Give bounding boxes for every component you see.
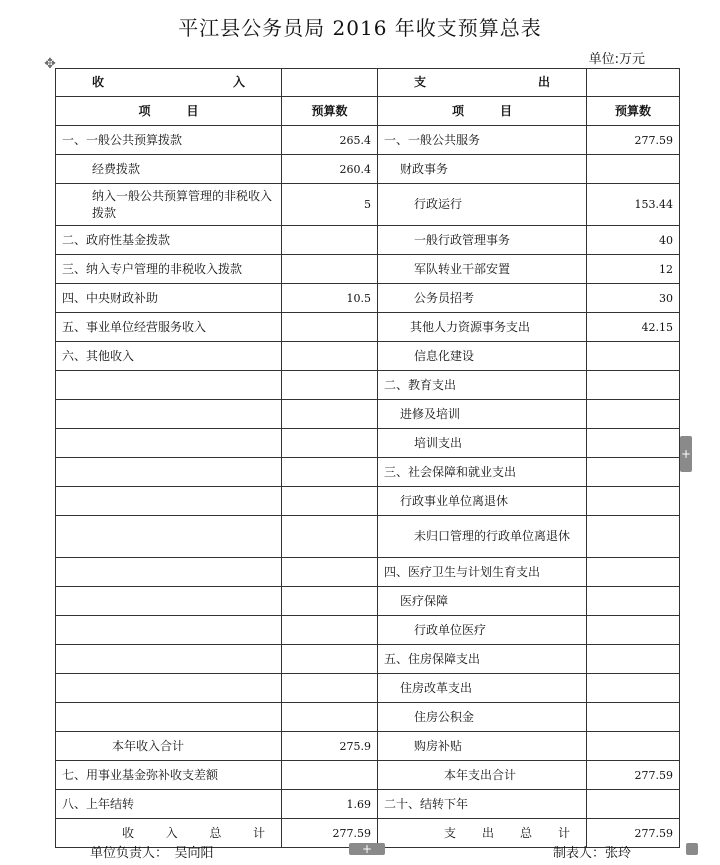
expense-item-cell: 公务员招考 — [378, 284, 587, 313]
expense-item-cell: 一、一般公共服务 — [378, 126, 587, 155]
table-row — [56, 313, 680, 342]
expense-header-char: 出 — [537, 75, 550, 89]
income-item-header: 项 目 — [56, 97, 282, 126]
expense-item-cell: 一般行政管理事务 — [378, 226, 587, 255]
income-item-cell — [56, 400, 282, 429]
income-amount-cell — [282, 516, 378, 558]
income-amount-cell — [282, 587, 378, 616]
table-row — [56, 284, 680, 313]
expense-amount-header: 预算数 — [587, 97, 680, 126]
income-amount-cell — [282, 487, 378, 516]
header-blank-cell — [282, 69, 378, 97]
resize-handle-icon[interactable] — [686, 843, 698, 855]
table-row — [56, 226, 680, 255]
expense-amount-cell: 30 — [587, 284, 680, 313]
expense-item-cell: 未归口管理的行政单位离退休 — [378, 516, 587, 558]
expense-amount-cell — [587, 790, 680, 819]
expense-item-cell: 住房改革支出 — [378, 674, 587, 703]
income-amount-cell — [282, 226, 378, 255]
income-item-cell: 二、政府性基金拨款 — [56, 226, 282, 255]
table-row — [56, 645, 680, 674]
income-amount-cell — [282, 371, 378, 400]
income-header — [56, 69, 282, 97]
expense-amount-cell — [587, 616, 680, 645]
income-amount-cell — [282, 703, 378, 732]
expense-amount-cell — [587, 703, 680, 732]
table-row — [56, 126, 680, 155]
income-item-cell — [56, 587, 282, 616]
expense-item-cell: 购房补贴 — [378, 732, 587, 761]
expense-item-cell: 医疗保障 — [378, 587, 587, 616]
expense-header-char: 支 — [414, 75, 427, 89]
expense-item-cell: 行政事业单位离退休 — [378, 487, 587, 516]
total-income-char: 入 — [165, 825, 178, 840]
income-item-cell — [56, 371, 282, 400]
expense-amount-cell: 42.15 — [587, 313, 680, 342]
income-amount-cell — [282, 458, 378, 487]
expense-item-cell: 信息化建设 — [378, 342, 587, 371]
budget-table-body — [56, 69, 680, 848]
unit-head-label: 单位负责人： 吴向阳 — [90, 846, 214, 861]
unit-label: 单位:万元 — [588, 52, 645, 67]
total-income-char: 收 — [122, 825, 135, 840]
income-item-cell: 经费拨款 — [56, 155, 282, 184]
income-item-cell: 纳入一般公共预算管理的非税收入拨款 — [56, 184, 282, 226]
income-amount-cell — [282, 616, 378, 645]
expense-item-cell: 行政单位医疗 — [378, 616, 587, 645]
income-item-cell — [56, 429, 282, 458]
expense-amount-cell — [587, 558, 680, 587]
income-item-cell — [56, 616, 282, 645]
expense-item-cell: 本年支出合计 — [378, 761, 587, 790]
expense-amount-cell — [587, 429, 680, 458]
expand-side-icon[interactable]: + — [680, 436, 692, 472]
income-amount-cell — [282, 429, 378, 458]
income-amount-header: 预算数 — [282, 97, 378, 126]
total-expense-char: 计 — [557, 825, 570, 840]
income-item-cell: 四、中央财政补助 — [56, 284, 282, 313]
expense-item-cell: 进修及培训 — [378, 400, 587, 429]
expense-amount-cell — [587, 674, 680, 703]
preparer-label: 制表人：张玲 — [553, 846, 632, 861]
expense-item-cell: 二、教育支出 — [378, 371, 587, 400]
table-row — [56, 587, 680, 616]
expense-item-cell: 二十、结转下年 — [378, 790, 587, 819]
income-item-cell — [56, 516, 282, 558]
table-row — [56, 458, 680, 487]
table-row — [56, 616, 680, 645]
expense-amount-cell — [587, 587, 680, 616]
table-row — [56, 487, 680, 516]
income-item-cell — [56, 558, 282, 587]
expense-item-cell: 其他人力资源事务支出 — [378, 313, 587, 342]
table-row — [56, 516, 680, 558]
total-income-amount: 277.59 — [282, 819, 378, 848]
income-item-cell: 三、纳入专户管理的非税收入拨款 — [56, 255, 282, 284]
document-title: 平江县公务员局 2016 年收支预算总表 — [178, 16, 542, 40]
income-item-cell: 一、一般公共预算拨款 — [56, 126, 282, 155]
income-item-cell: 本年收入合计 — [56, 732, 282, 761]
income-item-cell: 七、用事业基金弥补收支差额 — [56, 761, 282, 790]
total-expense-char: 总 — [519, 825, 532, 840]
total-income-label — [62, 825, 275, 842]
income-amount-cell — [282, 761, 378, 790]
header-blank-cell — [587, 69, 680, 97]
income-amount-cell: 1.69 — [282, 790, 378, 819]
income-item-cell — [56, 645, 282, 674]
expense-amount-cell — [587, 487, 680, 516]
expense-item-cell: 住房公积金 — [378, 703, 587, 732]
expense-header — [378, 69, 587, 97]
section-header-row — [56, 69, 680, 97]
expense-amount-cell — [587, 371, 680, 400]
table-row — [56, 342, 680, 371]
table-row — [56, 761, 680, 790]
income-amount-cell — [282, 645, 378, 674]
expense-item-cell: 行政运行 — [378, 184, 587, 226]
income-amount-cell — [282, 400, 378, 429]
total-income-char: 总 — [209, 825, 222, 840]
table-move-handle-icon[interactable]: ✥ — [44, 56, 56, 72]
expense-amount-cell — [587, 645, 680, 674]
table-row — [56, 255, 680, 284]
expense-item-cell: 五、住房保障支出 — [378, 645, 587, 674]
expense-amount-cell: 277.59 — [587, 126, 680, 155]
total-expense-char: 支 — [444, 825, 457, 840]
income-item-cell — [56, 458, 282, 487]
table-row — [56, 184, 680, 226]
expense-amount-cell — [587, 342, 680, 371]
expense-item-cell: 军队转业干部安置 — [378, 255, 587, 284]
expense-amount-cell — [587, 516, 680, 558]
income-amount-cell: 10.5 — [282, 284, 378, 313]
income-item-cell: 八、上年结转 — [56, 790, 282, 819]
table-row — [56, 371, 680, 400]
budget-table — [55, 68, 680, 848]
income-amount-cell: 5 — [282, 184, 378, 226]
expense-item-cell: 培训支出 — [378, 429, 587, 458]
income-item-cell — [56, 674, 282, 703]
expense-amount-cell — [587, 400, 680, 429]
income-header-char: 收 — [92, 75, 105, 89]
income-item-cell: 五、事业单位经营服务收入 — [56, 313, 282, 342]
income-amount-cell: 275.9 — [282, 732, 378, 761]
expense-item-cell: 四、医疗卫生与计划生育支出 — [378, 558, 587, 587]
expense-item-cell: 财政事务 — [378, 155, 587, 184]
income-amount-cell: 260.4 — [282, 155, 378, 184]
table-row — [56, 732, 680, 761]
income-item-cell: 六、其他收入 — [56, 342, 282, 371]
total-expense-char: 出 — [481, 825, 494, 840]
income-amount-cell — [282, 558, 378, 587]
income-amount-cell — [282, 674, 378, 703]
income-amount-cell — [282, 313, 378, 342]
expense-amount-cell — [587, 458, 680, 487]
total-expense-amount: 277.59 — [587, 819, 680, 848]
expense-amount-cell: 12 — [587, 255, 680, 284]
expense-amount-cell: 277.59 — [587, 761, 680, 790]
income-amount-cell: 265.4 — [282, 126, 378, 155]
table-row — [56, 400, 680, 429]
table-row — [56, 790, 680, 819]
table-row — [56, 558, 680, 587]
expense-amount-cell — [587, 155, 680, 184]
total-income-char: 计 — [252, 825, 265, 840]
total-expense-label — [384, 825, 580, 842]
expand-bottom-icon[interactable]: + — [349, 843, 385, 855]
table-row — [56, 703, 680, 732]
expense-amount-cell: 153.44 — [587, 184, 680, 226]
expense-amount-cell — [587, 732, 680, 761]
income-amount-cell — [282, 342, 378, 371]
income-header-char: 入 — [232, 75, 245, 89]
income-amount-cell — [282, 255, 378, 284]
income-item-cell — [56, 703, 282, 732]
income-item-cell — [56, 487, 282, 516]
table-row — [56, 429, 680, 458]
expense-item-cell: 三、社会保障和就业支出 — [378, 458, 587, 487]
column-header-row — [56, 97, 680, 126]
table-row — [56, 155, 680, 184]
expense-item-header: 项 目 — [378, 97, 587, 126]
table-row — [56, 674, 680, 703]
expense-amount-cell: 40 — [587, 226, 680, 255]
